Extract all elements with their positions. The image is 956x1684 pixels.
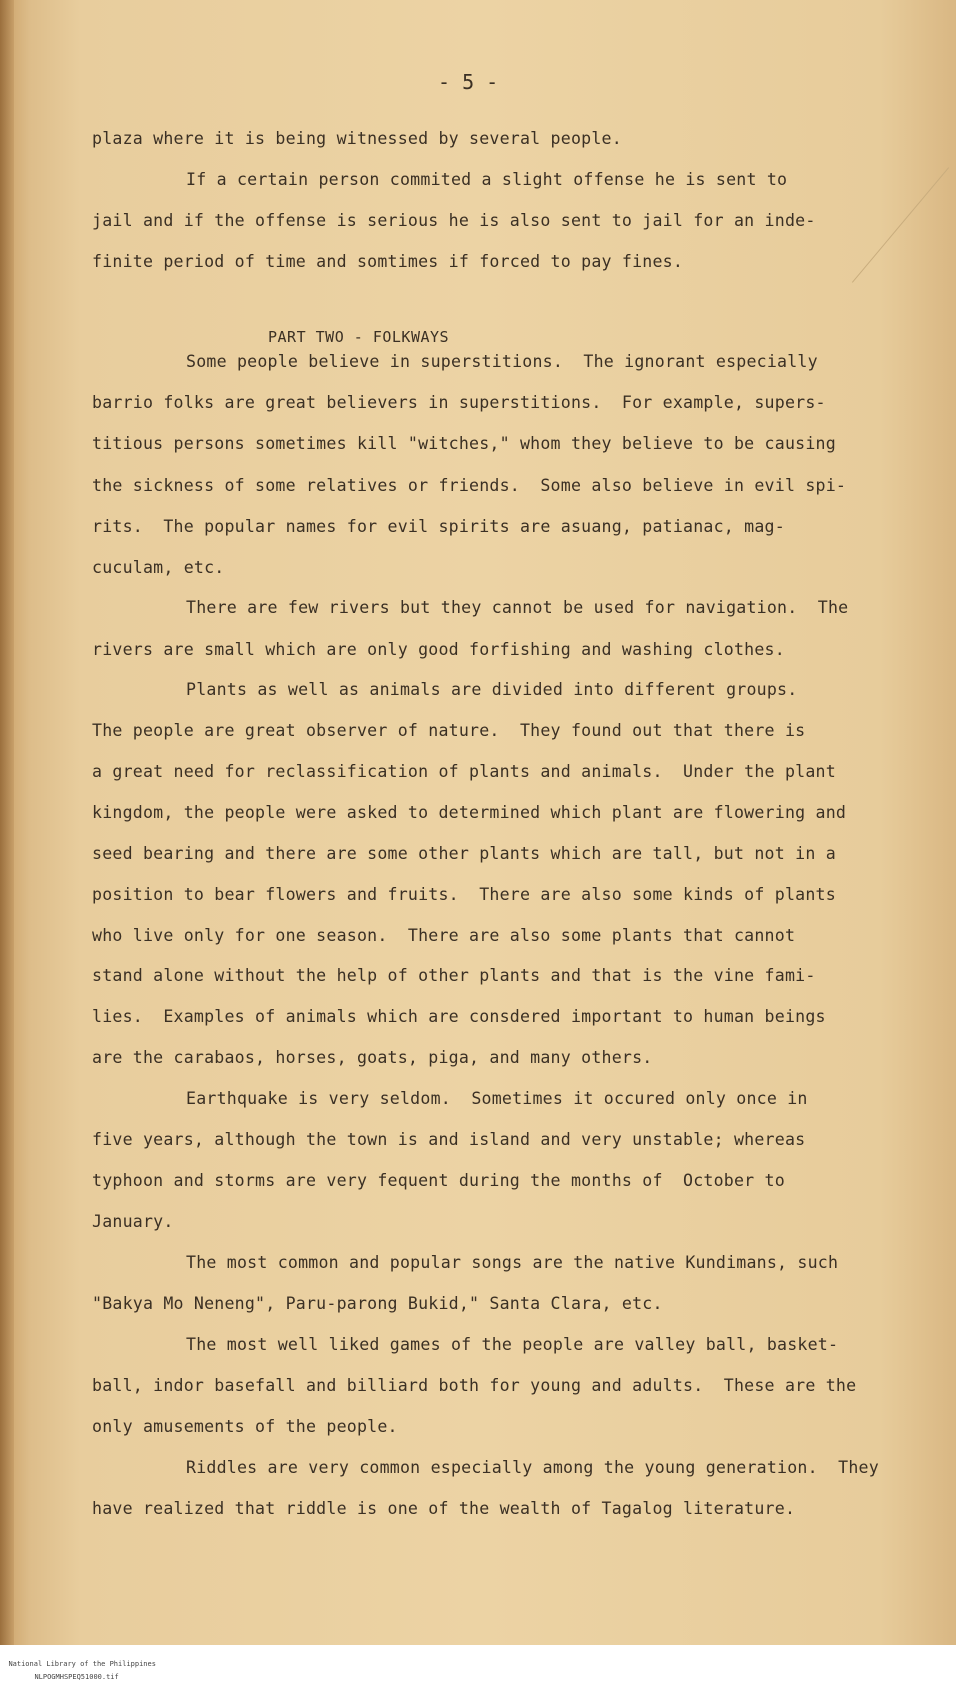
text-line: a great need for reclassification of plants and animals. Under the plant <box>92 762 836 781</box>
text-line: The most well liked games of the people are valley ball, basket- <box>186 1335 839 1354</box>
text-line: cuculam, etc. <box>92 558 225 577</box>
paper-crease <box>852 167 949 283</box>
text-line: position to bear flowers and fruits. There are also some kinds of plants <box>92 885 836 904</box>
text-line: barrio folks are great believers in superstitions. For example, supers- <box>92 393 826 412</box>
text-line: jail and if the offense is serious he is also sent to jail for an inde- <box>92 211 816 230</box>
text-line: finite period of time and somtimes if forced to pay fines. <box>92 252 684 271</box>
text-line: stand alone without the help of other plants and that is the vine fami- <box>92 966 816 985</box>
scan-footer <box>0 1645 956 1681</box>
section-heading: PART TWO - FOLKWAYS <box>268 328 450 346</box>
text-line: Some people believe in superstitions. The ignorant especially <box>186 352 818 371</box>
page-binding-edge <box>0 0 14 1645</box>
text-line: There are few rivers but they cannot be used for navigation. The <box>186 598 849 617</box>
text-line: rivers are small which are only good forfishing and washing clothes. <box>92 640 785 659</box>
text-line: If a certain person commited a slight offense he is sent to <box>186 170 788 189</box>
text-line: rits. The popular names for evil spirits are asuang, patianac, mag- <box>92 517 785 536</box>
text-line: who live only for one season. There are also some plants that cannot <box>92 926 796 945</box>
footer-library-name: National Library of the Philippines <box>8 1660 156 1668</box>
footer-file-name: NLPOGMHSPEQ51000.tif <box>34 1673 119 1681</box>
text-line: "Bakya Mo Neneng", Paru-parong Bukid," Santa Clara, etc. <box>92 1294 663 1313</box>
text-line: Riddles are very common especially among the young generation. They <box>186 1458 879 1477</box>
text-line: The most common and popular songs are the native Kundimans, such <box>186 1253 839 1272</box>
text-line: plaza where it is being witnessed by several people. <box>92 129 622 148</box>
text-line: five years, although the town is and island and very unstable; whereas <box>92 1130 806 1149</box>
text-line: Plants as well as animals are divided into different groups. <box>186 680 798 699</box>
text-line: kingdom, the people were asked to determined which plant are flowering and <box>92 803 847 822</box>
page-number: - 5 - <box>438 70 499 94</box>
text-line: typhoon and storms are very fequent during the months of October to <box>92 1171 785 1190</box>
text-line: titious persons sometimes kill "witches," whom they believe to be causing <box>92 434 836 453</box>
text-line: the sickness of some relatives or friends. Some also believe in evil spi- <box>92 476 847 495</box>
text-line: are the carabaos, horses, goats, piga, and many others. <box>92 1048 653 1067</box>
text-line: ball, indor basefall and billiard both for young and adults. These are the <box>92 1376 857 1395</box>
text-line: Earthquake is very seldom. Sometimes it occured only once in <box>186 1089 808 1108</box>
text-line: The people are great observer of nature. They found out that there is <box>92 721 806 740</box>
text-line: seed bearing and there are some other plants which are tall, but not in a <box>92 844 836 863</box>
text-line: only amusements of the people. <box>92 1417 398 1436</box>
text-line: January. <box>92 1212 174 1231</box>
text-line: lies. Examples of animals which are consdered important to human beings <box>92 1007 826 1026</box>
text-line: have realized that riddle is one of the wealth of Tagalog literature. <box>92 1499 796 1518</box>
